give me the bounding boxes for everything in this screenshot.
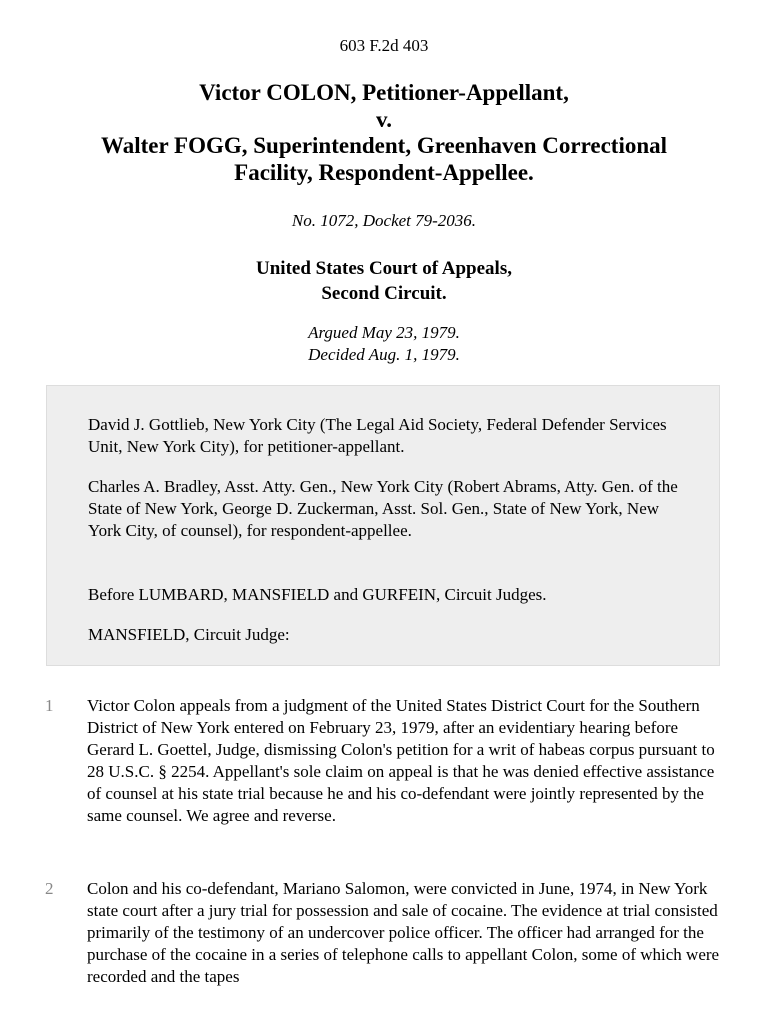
judges-panel: Before LUMBARD, MANSFIELD and GURFEIN, Circuit Judges. — [88, 585, 547, 604]
title-petitioner: Victor COLON, Petitioner-Appellant, — [199, 80, 569, 105]
opinion-author: MANSFIELD, Circuit Judge: — [88, 625, 290, 644]
counsel-box — [46, 385, 720, 666]
paragraph-number: 2 — [45, 879, 54, 898]
case-dates — [0, 322, 768, 366]
counsel-appellant: David J. Gottlieb, New York City (The Legal Aid Society, Federal Defender Services Unit, New York City), for petitioner-appellant. — [88, 415, 667, 456]
case-title — [40, 80, 728, 186]
title-respondent: Walter FOGG, Superintendent, Greenhaven Correctional — [100, 133, 668, 158]
case-citation: 603 F.2d 403 — [339, 36, 429, 55]
paragraph-number: 1 — [45, 696, 54, 715]
court-name-line2: Second Circuit. — [321, 283, 447, 304]
title-versus: v. — [376, 106, 392, 132]
counsel-appellee: Charles A. Bradley, Asst. Atty. Gen., New York City (Robert Abrams, Atty. Gen. of the State of New York, George D. Zuckerman, Asst. Sol. Gen., State of New York, New York City, of counsel), for respondent-appellee. — [88, 477, 678, 540]
paragraph-text: Victor Colon appeals from a judgment of the United States District Court for the Southern District of New York entered on February 23, 1979, after an evidentiary hearing before Gerard L. Goettel, Judge, dismissing Colon's petition for a writ of habeas corpus pursuant to 28 U.S.C. § 2254. Appellant's sole claim on appeal is that he was denied effective assistance of counsel at his state trial because he and his co-defendant were jointly represented by the same counsel. We agree and reverse. — [87, 696, 715, 825]
court-name-line1: United States Court of Appeals, — [256, 258, 512, 279]
paragraph-text: Colon and his co-defendant, Mariano Salomon, were convicted in June, 1974, in New York state court after a jury trial for possession and sale of cocaine. The evidence at trial consisted primarily of the testimony of an undercover police officer. The officer had arranged for the purchase of the cocaine in a series of telephone calls to appellant Colon, some of which were recorded and the tapes — [87, 879, 720, 986]
title-respondent-cont: Facility, Respondent-Appellee. — [234, 159, 534, 185]
argued-date: Argued May 23, 1979. — [308, 323, 460, 342]
decided-date: Decided Aug. 1, 1979. — [308, 345, 460, 364]
court-name — [0, 256, 768, 306]
docket-number: No. 1072, Docket 79-2036. — [291, 211, 477, 230]
